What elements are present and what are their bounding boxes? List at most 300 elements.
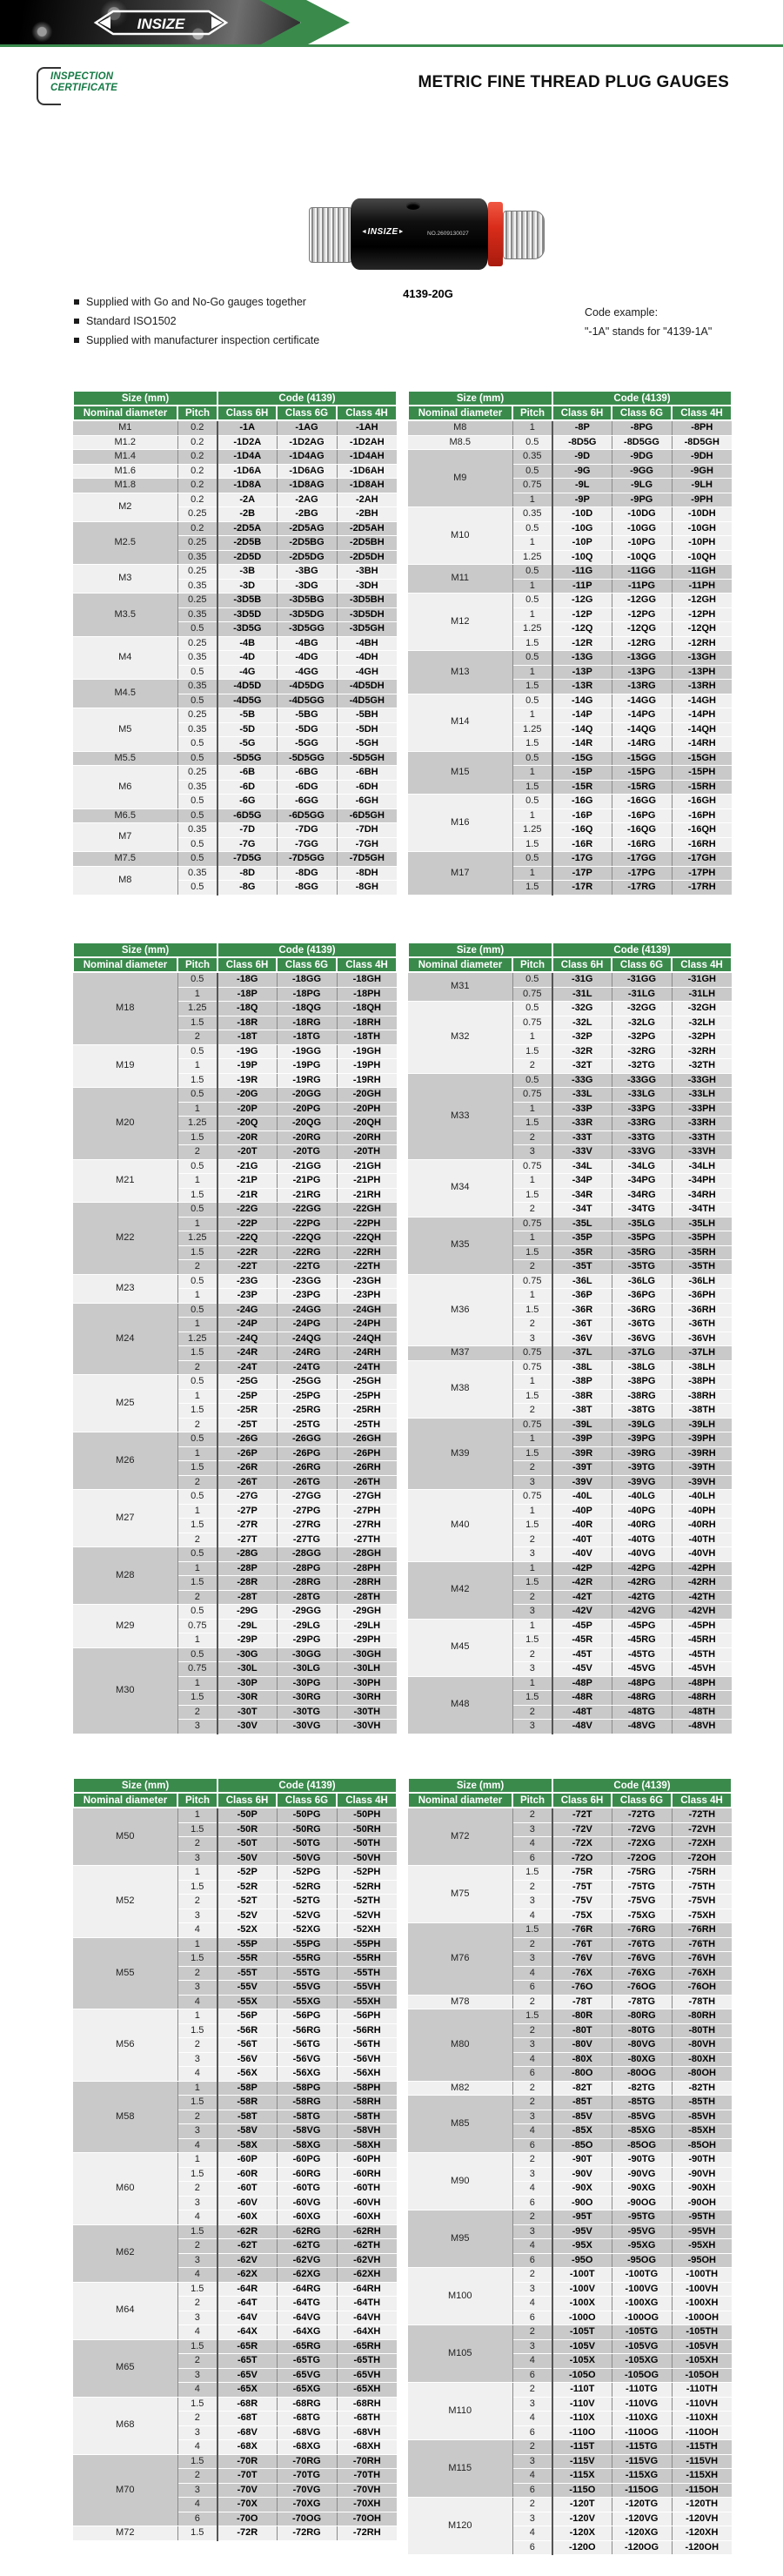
code-4h-cell: -58PH [337, 2081, 397, 2096]
code-6h-cell: -95X [552, 2239, 612, 2254]
code-4h-cell: -48RH [672, 1691, 732, 1706]
pitch-cell: 1 [512, 1676, 552, 1691]
code-6g-cell: -65VG [277, 2368, 337, 2383]
code-6h-cell: -50V [218, 1851, 277, 1866]
code-6h-cell: -120V [552, 2512, 612, 2526]
table-row [73, 1303, 397, 1318]
code-6h-cell: -76R [552, 1923, 612, 1938]
code-6g-cell: -72RG [277, 2526, 337, 2541]
code-6g-cell: -85XG [612, 2124, 672, 2139]
nominal-diameter-cell: M105 [408, 2325, 512, 2383]
code-6h-cell: -70T [218, 2469, 277, 2484]
code-4h-cell: -2D5AH [337, 521, 397, 536]
pitch-cell: 1.5 [177, 2167, 218, 2182]
table-row [408, 594, 732, 608]
code-6g-cell: -75XG [612, 1909, 672, 1923]
code-4h-cell: -20PH [337, 1102, 397, 1117]
size-group-header: Size (mm) [73, 1778, 218, 1793]
pitch-cell: 1 [177, 1808, 218, 1822]
pitch-cell: 1 [177, 1289, 218, 1304]
column-header: Nominal diameter [408, 406, 512, 420]
code-4h-cell: -95XH [672, 2239, 732, 2254]
pitch-cell: 0.5 [512, 972, 552, 987]
table-row [408, 1866, 732, 1881]
code-6g-cell: -2D5BG [277, 536, 337, 551]
pitch-cell: 2 [512, 1260, 552, 1275]
table-row [408, 1619, 732, 1633]
product-image [309, 193, 549, 276]
code-6g-cell: -27GG [277, 1490, 337, 1505]
code-group-header: Code (4139) [552, 391, 732, 406]
code-4h-cell: -16PH [672, 808, 732, 823]
code-6g-cell: -85OG [612, 2138, 672, 2153]
code-6h-cell: -36R [552, 1303, 612, 1318]
pitch-cell: 0.75 [512, 1016, 552, 1030]
pitch-cell: 1.25 [177, 1117, 218, 1131]
code-6g-cell: -80TG [612, 2023, 672, 2038]
pitch-cell: 3 [512, 1475, 552, 1490]
pitch-cell: 0.5 [177, 1490, 218, 1505]
pitch-cell: 2 [512, 2268, 552, 2283]
code-6g-cell: -36TG [612, 1318, 672, 1332]
code-4h-cell: -65XH [337, 2383, 397, 2398]
pitch-cell: 1.5 [512, 1633, 552, 1648]
code-6h-cell: -58V [218, 2124, 277, 2139]
code-6g-cell: -28TG [277, 1590, 337, 1605]
nominal-diameter-cell: M76 [408, 1923, 512, 1996]
code-6h-cell: -27R [218, 1519, 277, 1533]
code-6g-cell: -64RG [277, 2282, 337, 2297]
code-6g-cell: -1AG [277, 420, 337, 435]
code-6g-cell: -28PG [277, 1561, 337, 1576]
code-4h-cell: -55VH [337, 1981, 397, 1996]
nominal-diameter-cell: M8 [408, 420, 512, 435]
code-6g-cell: -70TG [277, 2469, 337, 2484]
code-6h-cell: -60X [218, 2210, 277, 2225]
code-6g-cell: -45TG [612, 1647, 672, 1662]
table-row [73, 823, 397, 838]
code-4h-cell: -14GH [672, 694, 732, 708]
table-row [408, 2153, 732, 2168]
pitch-cell: 4 [177, 2498, 218, 2512]
pitch-cell: 0.5 [177, 808, 218, 823]
code-6g-cell: -3BG [277, 565, 337, 580]
code-4h-cell: -50RH [337, 1822, 397, 1837]
table-row [408, 852, 732, 867]
pitch-cell: 4 [177, 2138, 218, 2153]
code-6g-cell: -68XG [277, 2440, 337, 2455]
nominal-diameter-cell: M23 [73, 1274, 177, 1303]
nominal-diameter-cell: M31 [408, 972, 512, 1002]
code-6h-cell: -25P [218, 1389, 277, 1404]
code-4h-cell: -8PH [672, 420, 732, 435]
code-4h-cell: -4D5DH [337, 680, 397, 694]
code-4h-cell: -52PH [337, 1866, 397, 1881]
pitch-cell: 1 [512, 1231, 552, 1246]
pitch-cell: 6 [512, 2425, 552, 2440]
code-4h-cell: -27TH [337, 1533, 397, 1547]
size-group-header: Size (mm) [408, 943, 552, 957]
table-m18-m30 [72, 942, 398, 1734]
pitch-cell: 3 [177, 2425, 218, 2440]
code-4h-cell: -30TH [337, 1705, 397, 1720]
code-6g-cell: -21PG [277, 1174, 337, 1189]
code-6h-cell: -33R [552, 1117, 612, 1131]
code-6h-cell: -1D6A [218, 464, 277, 479]
code-4h-cell: -105OH [672, 2368, 732, 2383]
code-6h-cell: -80X [552, 2052, 612, 2067]
code-6g-cell: -29GG [277, 1605, 337, 1620]
code-6g-cell: -2BG [277, 507, 337, 522]
code-4h-cell: -72XH [672, 1837, 732, 1852]
pitch-cell: 0.5 [177, 1274, 218, 1289]
code-6h-cell: -19R [218, 1073, 277, 1088]
code-6g-cell: -72TG [612, 1808, 672, 1822]
code-4h-cell: -21GH [337, 1159, 397, 1174]
table-row [73, 2397, 397, 2412]
code-6g-cell: -40PG [612, 1504, 672, 1519]
code-6h-cell: -24R [218, 1346, 277, 1361]
nominal-diameter-cell: M65 [73, 2339, 177, 2397]
code-6h-cell: -16R [552, 837, 612, 852]
code-6h-cell: -100T [552, 2268, 612, 2283]
code-6g-cell: -82TG [612, 2081, 672, 2096]
pitch-cell: 1 [177, 2081, 218, 2096]
code-6h-cell: -34R [552, 1188, 612, 1203]
code-6h-cell: -55T [218, 1966, 277, 1981]
code-6h-cell: -4D5G [218, 694, 277, 708]
pitch-cell: 1.5 [177, 1073, 218, 1088]
pitch-cell: 0.5 [512, 694, 552, 708]
code-4h-cell: -72OH [672, 1851, 732, 1866]
code-6h-cell: -85X [552, 2124, 612, 2139]
code-6h-cell: -11P [552, 579, 612, 594]
code-group-header: Code (4139) [218, 1778, 397, 1793]
code-6g-cell: -58RG [277, 2096, 337, 2110]
code-4h-cell: -17RH [672, 881, 732, 896]
code-4h-cell: -100TH [672, 2268, 732, 2283]
code-6g-cell: -90XG [612, 2182, 672, 2197]
code-6g-cell: -18RG [277, 1016, 337, 1030]
code-6h-cell: -85O [552, 2138, 612, 2153]
code-4h-cell: -12RH [672, 636, 732, 651]
code-4h-cell: -16RH [672, 837, 732, 852]
code-6g-cell: -60XG [277, 2210, 337, 2225]
code-4h-cell: -12PH [672, 607, 732, 622]
code-6h-cell: -7G [218, 837, 277, 852]
code-4h-cell: -39TH [672, 1461, 732, 1476]
table-row [73, 2282, 397, 2297]
code-4h-cell: -120XH [672, 2526, 732, 2541]
code-6g-cell: -35PG [612, 1231, 672, 1246]
nominal-diameter-cell: M9 [408, 450, 512, 507]
code-4h-cell: -8DH [337, 866, 397, 881]
code-4h-cell: -64RH [337, 2282, 397, 2297]
code-6h-cell: -10D [552, 507, 612, 522]
pitch-cell: 1.5 [177, 2339, 218, 2354]
code-4h-cell: -80VH [672, 2038, 732, 2053]
badge-line-1: INSPECTION [50, 71, 114, 82]
code-6h-cell: -20T [218, 1145, 277, 1160]
code-6g-cell: -58VG [277, 2124, 337, 2139]
code-4h-cell: -7DH [337, 823, 397, 838]
code-6g-cell: -33RG [612, 1117, 672, 1131]
pitch-cell: 1.5 [177, 1576, 218, 1591]
code-6h-cell: -20R [218, 1130, 277, 1145]
code-4h-cell: -22QH [337, 1231, 397, 1246]
code-6g-cell: -21RG [277, 1188, 337, 1203]
code-6h-cell: -16G [552, 795, 612, 809]
pitch-cell: 0.25 [177, 636, 218, 651]
code-6g-cell: -58XG [277, 2138, 337, 2153]
pitch-cell: 3 [512, 1332, 552, 1346]
code-4h-cell: -72VH [672, 1822, 732, 1837]
code-group-header: Code (4139) [552, 1778, 732, 1793]
code-6h-cell: -22Q [218, 1231, 277, 1246]
code-6h-cell: -2A [218, 493, 277, 507]
code-6g-cell: -60RG [277, 2167, 337, 2182]
code-6g-cell: -90VG [612, 2167, 672, 2182]
code-6h-cell: -16P [552, 808, 612, 823]
table-row [408, 972, 732, 987]
bullet-icon [74, 338, 79, 343]
thread-code-table [407, 1777, 733, 2555]
pitch-cell: 2 [177, 1966, 218, 1981]
code-6g-cell: -40RG [612, 1519, 672, 1533]
table-row [408, 565, 732, 580]
code-4h-cell: -76VH [672, 1952, 732, 1967]
code-6g-cell: -1D4AG [277, 450, 337, 465]
nominal-diameter-cell: M56 [73, 2009, 177, 2082]
code-6h-cell: -8D [218, 866, 277, 881]
code-6h-cell: -2D5A [218, 521, 277, 536]
table-row [408, 1274, 732, 1289]
code-6g-cell: -65RG [277, 2339, 337, 2354]
nominal-diameter-cell: M4.5 [73, 680, 177, 708]
nominal-diameter-cell: M48 [408, 1676, 512, 1734]
code-4h-cell: -75VH [672, 1895, 732, 1909]
pitch-cell: 2 [177, 2412, 218, 2426]
code-6h-cell: -34T [552, 1203, 612, 1218]
code-6g-cell: -90OG [612, 2196, 672, 2210]
code-4h-cell: -33VH [672, 1145, 732, 1160]
pitch-cell: 1 [177, 1217, 218, 1231]
code-4h-cell: -17PH [672, 866, 732, 881]
code-6g-cell: -120OG [612, 2540, 672, 2555]
code-6h-cell: -39P [552, 1432, 612, 1447]
code-6h-cell: -15G [552, 751, 612, 766]
pitch-cell: 1 [177, 1937, 218, 1952]
code-6h-cell: -37L [552, 1346, 612, 1361]
pitch-cell: 4 [512, 2239, 552, 2254]
column-header: Class 6G [277, 406, 337, 420]
code-6g-cell: -8D5GG [612, 435, 672, 450]
code-6h-cell: -2D5B [218, 536, 277, 551]
pitch-cell: 4 [177, 2067, 218, 2082]
pitch-cell: 6 [177, 2512, 218, 2526]
code-4h-cell: -27RH [337, 1519, 397, 1533]
nominal-diameter-cell: M8.5 [408, 435, 512, 450]
pitch-cell: 1.5 [177, 1245, 218, 1260]
code-4h-cell: -6BH [337, 766, 397, 781]
code-6h-cell: -100X [552, 2297, 612, 2311]
column-header: Class 4H [672, 957, 732, 972]
code-6h-cell: -36V [552, 1332, 612, 1346]
code-4h-cell: -80TH [672, 2023, 732, 2038]
code-6g-cell: -50TG [277, 1837, 337, 1852]
code-6h-cell: -14G [552, 694, 612, 708]
pitch-cell: 1.5 [512, 1245, 552, 1260]
insize-logo [87, 10, 235, 36]
code-6g-cell: -8PG [612, 420, 672, 435]
code-4h-cell: -11GH [672, 565, 732, 580]
code-4h-cell: -80RH [672, 2009, 732, 2024]
pitch-cell: 1.25 [512, 722, 552, 737]
pitch-cell: 0.5 [177, 1647, 218, 1662]
code-4h-cell: -76OH [672, 1981, 732, 1996]
code-6h-cell: -26T [218, 1475, 277, 1490]
code-6h-cell: -22T [218, 1260, 277, 1275]
column-header: Class 6H [552, 406, 612, 420]
pitch-cell: 1 [512, 665, 552, 680]
pitch-cell: 1.5 [512, 1446, 552, 1461]
code-4h-cell: -25PH [337, 1389, 397, 1404]
code-6h-cell: -55P [218, 1937, 277, 1952]
code-6h-cell: -82T [552, 2081, 612, 2096]
code-4h-cell: -21PH [337, 1174, 397, 1189]
code-6g-cell: -50RG [277, 1822, 337, 1837]
code-4h-cell: -3BH [337, 565, 397, 580]
code-6g-cell: -30RG [277, 1691, 337, 1706]
code-4h-cell: -13RH [672, 680, 732, 694]
code-6g-cell: -32LG [612, 1016, 672, 1030]
code-4h-cell: -9DH [672, 450, 732, 465]
code-4h-cell: -45RH [672, 1633, 732, 1648]
code-6h-cell: -18G [218, 972, 277, 987]
pitch-cell: 0.5 [177, 737, 218, 752]
pitch-cell: 4 [177, 1995, 218, 2009]
code-4h-cell: -30VH [337, 1720, 397, 1734]
column-header: Class 6G [277, 1793, 337, 1808]
code-6h-cell: -30G [218, 1647, 277, 1662]
code-6g-cell: -19RG [277, 1073, 337, 1088]
code-4h-cell: -20RH [337, 1130, 397, 1145]
code-4h-cell: -22GH [337, 1203, 397, 1218]
code-4h-cell: -24RH [337, 1346, 397, 1361]
code-6g-cell: -37LG [612, 1346, 672, 1361]
pitch-cell: 6 [512, 2196, 552, 2210]
nominal-diameter-cell: M14 [408, 694, 512, 751]
table-row [408, 1073, 732, 1088]
column-header: Class 6G [612, 1793, 672, 1808]
pitch-cell: 2 [177, 1837, 218, 1852]
code-6h-cell: -56X [218, 2067, 277, 2082]
nominal-diameter-cell: M27 [73, 1490, 177, 1547]
code-6g-cell: -58PG [277, 2081, 337, 2096]
code-6g-cell: -25RG [277, 1404, 337, 1419]
table-row [73, 450, 397, 465]
code-6g-cell: -70OG [277, 2512, 337, 2526]
code-4h-cell: -120VH [672, 2512, 732, 2526]
table-row [408, 1995, 732, 2009]
code-6h-cell: -13G [552, 651, 612, 666]
code-4h-cell: -10QH [672, 550, 732, 565]
code-6h-cell: -28T [218, 1590, 277, 1605]
table-m1-m8 [72, 390, 398, 896]
code-6h-cell: -52T [218, 1895, 277, 1909]
code-6g-cell: -8DG [277, 866, 337, 881]
code-4h-cell: -2D5BH [337, 536, 397, 551]
code-4h-cell: -56VH [337, 2052, 397, 2067]
code-6g-cell: -12PG [612, 607, 672, 622]
code-6h-cell: -21R [218, 1188, 277, 1203]
code-6g-cell: -19GG [277, 1044, 337, 1059]
table-row [73, 435, 397, 450]
code-6h-cell: -11G [552, 565, 612, 580]
code-6g-cell: -42VG [612, 1605, 672, 1620]
feature-item [74, 312, 319, 331]
table-row [408, 1561, 732, 1576]
table-row [408, 795, 732, 809]
pitch-cell: 1 [512, 1375, 552, 1390]
column-header: Nominal diameter [408, 1793, 512, 1808]
code-6h-cell: -95T [552, 2210, 612, 2225]
nominal-diameter-cell: M13 [408, 651, 512, 694]
table-row [73, 1088, 397, 1103]
nominal-diameter-cell: M2 [73, 493, 177, 521]
code-6h-cell: -70X [218, 2498, 277, 2512]
logo-text: INSIZE [137, 16, 185, 32]
pitch-cell: 4 [512, 1909, 552, 1923]
pitch-cell: 3 [177, 1981, 218, 1996]
code-6g-cell: -42RG [612, 1576, 672, 1591]
code-6g-cell: -14PG [612, 708, 672, 723]
code-4h-cell: -29GH [337, 1605, 397, 1620]
code-4h-cell: -85OH [672, 2138, 732, 2153]
code-6h-cell: -26G [218, 1432, 277, 1447]
pitch-cell: 0.25 [177, 766, 218, 781]
code-4h-cell: -5D5GH [337, 751, 397, 766]
code-4h-cell: -62XH [337, 2268, 397, 2283]
code-4h-cell: -42RH [672, 1576, 732, 1591]
code-6g-cell: -105VG [612, 2339, 672, 2354]
code-4h-cell: -27GH [337, 1490, 397, 1505]
nominal-diameter-cell: M95 [408, 2210, 512, 2268]
code-4h-cell: -26RH [337, 1461, 397, 1476]
pitch-cell: 1 [512, 766, 552, 781]
code-6h-cell: -30V [218, 1720, 277, 1734]
pitch-cell: 4 [512, 1966, 552, 1981]
code-6g-cell: -20TG [277, 1145, 337, 1160]
code-4h-cell: -33RH [672, 1117, 732, 1131]
feature-text: Supplied with manufacturer inspection certificate [86, 334, 320, 346]
pitch-cell: 2 [177, 1360, 218, 1375]
code-4h-cell: -68XH [337, 2440, 397, 2455]
code-6h-cell: -35R [552, 1245, 612, 1260]
code-6g-cell: -18PG [277, 987, 337, 1002]
code-6h-cell: -1D2A [218, 435, 277, 450]
code-group-header: Code (4139) [552, 943, 732, 957]
code-6h-cell: -20P [218, 1102, 277, 1117]
table-row [408, 2009, 732, 2024]
code-4h-cell: -22PH [337, 1217, 397, 1231]
code-4h-cell: -30LH [337, 1662, 397, 1677]
code-6g-cell: -50PG [277, 1808, 337, 1822]
code-6g-cell: -26PG [277, 1446, 337, 1461]
code-4h-cell: -24TH [337, 1360, 397, 1375]
code-6g-cell: -14RG [612, 737, 672, 752]
code-6h-cell: -78T [552, 1995, 612, 2009]
